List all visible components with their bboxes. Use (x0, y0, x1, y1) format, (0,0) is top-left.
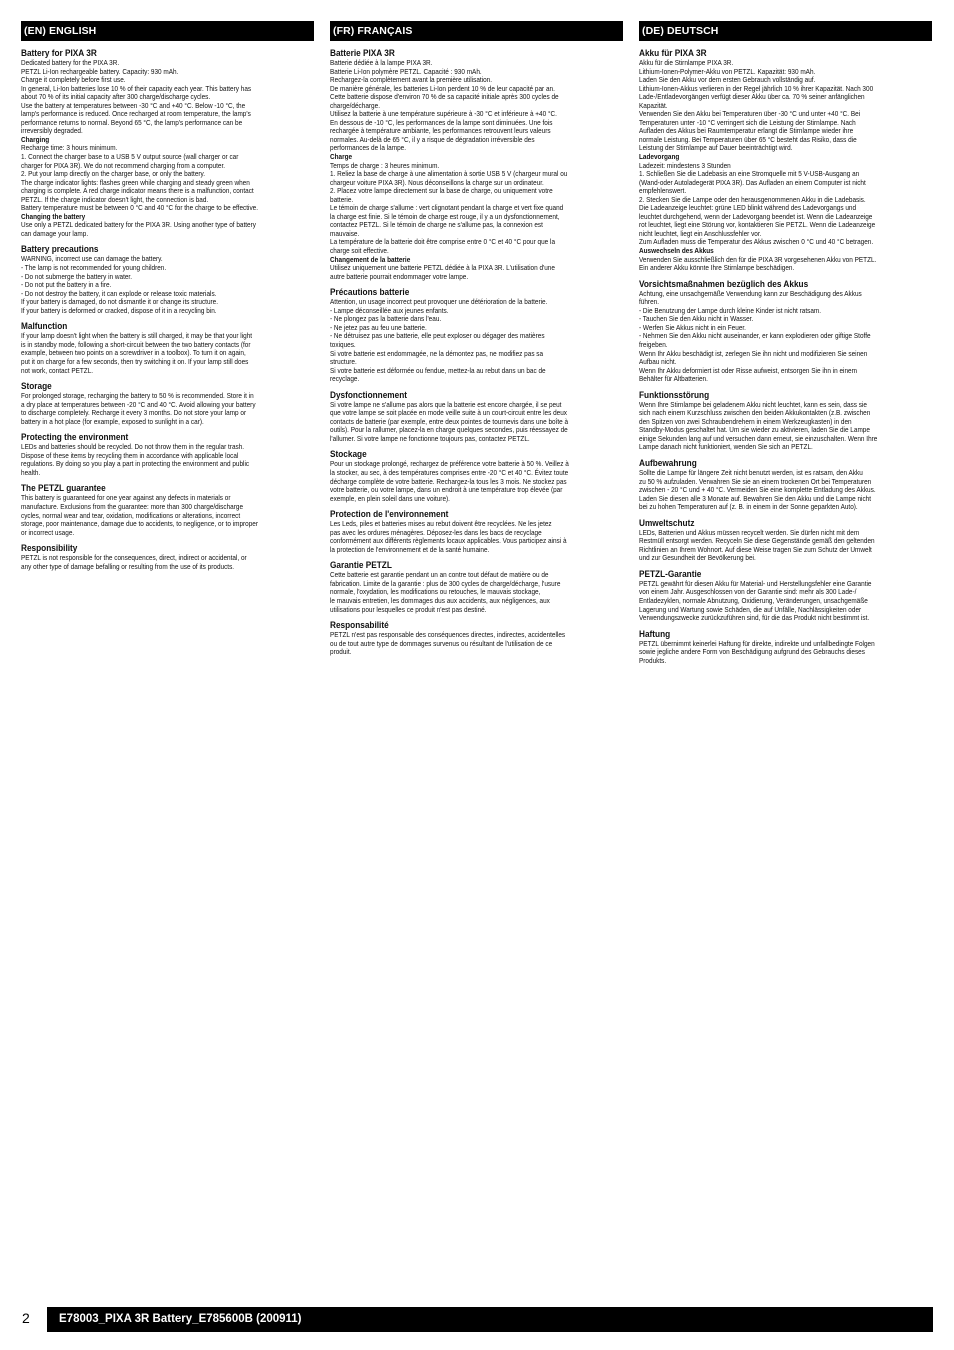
text-line: - Do not put the battery in a fire. (21, 280, 112, 290)
text-line: 2. Placez votre lampe directement sur la base de charge, ou uniquement votre (330, 186, 553, 196)
section-body (21, 332, 314, 375)
text-line: Zum Aufladen muss die Temperatur des Akkus zwischen 0 °C und 40 °C betragen. (639, 237, 874, 247)
text-line: mauvaise. (330, 228, 360, 238)
text-line: Laden Sie den Akku vor dem ersten Gebrauch vollständig auf. (639, 75, 816, 85)
text-line: Verwenden Sie den Akku bei Temperaturen über -30 °C und unter +40 °C. Bei (639, 109, 861, 119)
text-line: Richtlinien an Ihrem Wohnort. Auf diese Weise tragen Sie zum Schutz der Umwelt (639, 544, 872, 554)
text-line: Charge it completely before first use. (21, 75, 126, 85)
section-title: Vorsichtsmaßnahmen bezüglich des Akkus (639, 277, 809, 289)
text-line: Ein anderer Akku könnte Ihre Stirnlampe beschädigen. (639, 263, 795, 273)
text-line: Si votre lampe ne s'allume pas alors que la batterie est encore chargée, il se peut (330, 399, 562, 409)
text-line: décharge complète de votre batterie. Rechargez-la tous les 3 mois. Ne stockez pas (330, 476, 567, 486)
section-title: Battery precautions (21, 243, 99, 255)
section (639, 389, 932, 452)
text-line: Entladezyklen, normale Abnutzung, Oxidierung, Veränderungen, unsachgemäße (639, 595, 868, 605)
text-line: den Spitzen von zwei Schraubendrehern in einem Werkzeugkasten) in den (639, 416, 852, 426)
section-body (330, 520, 623, 554)
text-line: Utilisez uniquement une batterie PETZL dédiée à la PIXA 3R. L'utilisation d'une (330, 263, 555, 273)
section (330, 508, 623, 554)
text-line: von einem Jahr. Ausgeschlossen von der Garantie sind: mehr als 300 Lade-/ (639, 587, 857, 597)
text-line: bei zu hohen Temperaturen auf (z. B. in einem in der Sonne geparkten Auto). (639, 502, 858, 512)
section-title: Battery for PIXA 3R (21, 47, 97, 58)
text-line: contactez PETZL. Si le témoin de charge ne s'allume pas, la connexion est (330, 220, 543, 230)
text-line: about 70 % of its initial capacity after 300 charge/discharge cycles. (21, 92, 211, 102)
text-line: contacts de batterie (par exemple, entre deux pointes de tournevis dans une boîte à (330, 416, 569, 426)
subsection-title: Changing the battery (21, 211, 86, 221)
section-title: Protecting the environment (21, 431, 129, 443)
section (21, 320, 314, 375)
text-line: performance returns to normal. Beyond 65 °C, the lamp's performance can be (21, 117, 243, 127)
text-line: Wenn Ihr Akku beschädigt ist, zerlegen Sie ihn nicht und modifizieren Sie seinen (639, 348, 868, 358)
section (639, 628, 932, 666)
section (639, 457, 932, 512)
text-line: Lithium-Ionen-Akkus verlieren in der Regel jährlich 10 % ihrer Kapazität. Nach 300 (639, 83, 874, 93)
text-line: not work, contact PETZL. (21, 365, 94, 375)
section (639, 47, 932, 273)
text-line: rechargée à température ambiante, les performances retrouvent leurs valeurs (330, 126, 551, 136)
section-body (639, 529, 932, 563)
text-line: sich nach einem Kurzschluss zwischen den beiden Akkukontakten (z.B. zwischen (639, 408, 871, 418)
text-line: la charge est finie. Si le témoin de charge est rouge, il y a un dysfonctionnement, (330, 211, 560, 221)
text-line: Die Ladeanzeige leuchtet: grüne LED blinkt während des Ladevorgangs und (639, 203, 857, 213)
section (639, 278, 932, 384)
section-body (330, 401, 623, 444)
text-line: charger for PIXA 3R). We do not recommend charging from a computer. (21, 160, 226, 170)
text-line: Utilisez la batterie à une température supérieure à -30 °C et inférieure à +40 °C. (330, 109, 557, 119)
text-line: - Lampe déconseillée aux jeunes enfants. (330, 305, 449, 315)
section (639, 517, 932, 563)
text-line: to discharge completely. Recharge it every 3 months. Do not store your lamp or (21, 408, 247, 418)
text-line: - Ne jetez pas au feu une batterie. (330, 322, 427, 332)
text-line: Battery temperature must be between 0 °C and 40 °C for the charge to be effective. (21, 203, 259, 213)
section (330, 448, 623, 503)
section-title: Dysfonctionnement (330, 388, 408, 400)
text-line: empfehlenswert. (639, 186, 687, 196)
text-line: En dessous de -10 °C, les performances de la lampe sont diminuées. Une fois (330, 117, 553, 127)
section-body (21, 494, 314, 537)
text-line: structure. (330, 357, 357, 367)
text-line: - Ne détruisez pas une batterie, elle peut exploser ou dégager des matières (330, 331, 545, 341)
text-line: LEDs and batteries should be recycled. Do not throw them in the regular trash. (21, 442, 245, 452)
column-french (330, 21, 623, 660)
text-line: votre batterie, ou votre lampe, dans un endroit à une température trop élevée (par (330, 485, 563, 495)
text-line: einige Sekunden lang auf und versuchen dann erneut, sie einzuschalten. Wenn Ihre (639, 433, 878, 443)
subsection-title: Charging (21, 134, 50, 144)
document-reference: E78003_PIXA 3R Battery_E785600B (200911) (59, 1313, 302, 1325)
section (330, 619, 623, 657)
text-line: Kapazität. (639, 100, 668, 110)
text-line: charging is complete. A red charge indicator means there is a malfunction, contact (21, 186, 254, 196)
text-line: any other type of damage befalling or resulting from the use of its products. (21, 561, 235, 571)
text-line: toxiques. (330, 339, 356, 349)
text-line: 1. Reliez la base de charge à une alimentation à sortie USB 5 V (chargeur mural ou (330, 169, 568, 179)
text-line: produit. (330, 647, 352, 657)
section-title: Funktionsstörung (639, 388, 710, 400)
text-line: Si votre batterie est endommagée, ne la démontez pas, ne modifiez pas sa (330, 348, 544, 358)
text-line: 2. Stecken Sie die Lampe oder den herausgenommenen Akku in die Ladebasis. (639, 194, 866, 204)
text-line: Standby-Modus geschaltet hat. Um sie wieder zu aktivieren, laden Sie die Lampe (639, 425, 870, 435)
section (330, 47, 623, 281)
section-body (330, 571, 623, 614)
text-line: storage, poor maintenance, damage due to accidents, to negligence, or to improper (21, 519, 259, 529)
section-body (639, 580, 932, 623)
text-line: Produkts. (639, 655, 667, 665)
text-line: ou de tout autre type de dommages survenus ou résultant de l'utilisation de ce (330, 638, 553, 648)
section (21, 47, 314, 238)
section-title: The PETZL guarantee (21, 482, 106, 494)
text-line: Verwenden Sie ausschließlich den für die PIXA 3R vorgesehenen Akku von PETZL. (639, 254, 877, 264)
text-line: put it on charge for a few seconds, then try switching it on. If your lamp still does (21, 356, 249, 366)
text-line: Restmüll entsorgt werden. Recyceln Sie diese Gegenstände gemäß den geltenden (639, 536, 875, 546)
text-line: WARNING, incorrect use can damage the battery. (21, 254, 163, 264)
subsection-title: Ladevorgang (639, 152, 680, 162)
column-german (639, 21, 932, 668)
text-line: fabrication. Limite de la garantie : plus de 300 cycles de charge/décharge, l'usure (330, 578, 561, 588)
section-title: Responsibility (21, 542, 78, 554)
text-line: PETZL. If the charge indicator doesn't light, the connection is bad. (21, 194, 209, 204)
text-line: - Do not submerge the battery in water. (21, 271, 133, 281)
text-line: a dry place at temperatures between -20 °C and 40 °C. Avoid allowing your battery (21, 399, 256, 409)
text-line: Batterie Li-Ion polymère PETZL. Capacité : 930 mAh. (330, 66, 482, 76)
text-line: Le témoin de charge s'allume : vert clignotant pendant la charge et vert fixe quand (330, 203, 564, 213)
text-line: le mauvais entretien, les dommages dus aux accidents, aux négligences, aux (330, 595, 550, 605)
text-line: - Ne plongez pas la batterie dans l'eau. (330, 314, 442, 324)
column-header: (FR) FRANÇAIS (330, 21, 623, 41)
section-title: Protection de l'environnement (330, 508, 449, 520)
text-line: la stocker, au sec, à des températures comprises entre -20 °C et 40 °C. Évitez toute (330, 467, 569, 477)
section-body (639, 401, 932, 452)
text-line: PETZL gewährt für diesen Akku für Material- und Herstellungsfehler eine Garantie (639, 578, 872, 588)
text-line: leuchtet durchgehend, wenn der Ladevorgang beendet ist. Wenn die Ladeanzeige (639, 211, 873, 221)
section-title: Haftung (639, 627, 671, 639)
text-line: - Werfen Sie Akkus nicht in ein Feuer. (639, 322, 746, 332)
text-line: exemple, en plein soleil dans une voiture). (330, 493, 450, 503)
text-line: la protection de l'environnement et de la santé humaine. (330, 544, 490, 554)
text-line: Attention, un usage incorrect peut provoquer une détérioration de la batterie. (330, 297, 548, 307)
text-line: Wenn Ihre Stirnlampe bei geladenem Akku nicht leuchtet, kann es sein, dass sie (639, 399, 867, 409)
text-line: chargeur voiture PIXA 3R). Nous déconseillons la charge sur un ordinateur. (330, 177, 544, 187)
text-line: PETZL übernimmt keinerlei Haftung für direkte, indirekte und unfallbedingte Folgen (639, 638, 875, 648)
text-line: zu 50 % aufzuladen. Verwahren Sie sie an einem trockenen Ort bei Temperaturen (639, 476, 872, 486)
text-line: utilisations pour lesquelles ce produit n'est pas destiné. (330, 604, 487, 614)
text-line: Use only a PETZL dedicated battery for the PIXA 3R. Using another type of battery (21, 220, 256, 230)
text-line: Recharge time: 3 hours minimum. (21, 143, 118, 153)
section-title: Stockage (330, 448, 367, 460)
section (21, 431, 314, 477)
text-line: charge/décharge. (330, 100, 380, 110)
text-line: Behälter für Altbatterien. (639, 374, 708, 384)
column-header: (DE) DEUTSCH (639, 21, 932, 41)
text-line: Les Leds, piles et batteries mises au rebut doivent être recyclées. Ne les jetez (330, 519, 552, 529)
text-line: outils). Pour la rallumer, placez-la en charge quelques secondes, puis réessayez de (330, 425, 568, 435)
text-line: que votre lampe se soit placée en mode veille suite à un court-circuit entre les deux (330, 408, 568, 418)
text-line: - Nehmen Sie den Akku nicht auseinander, er kann explodieren oder giftige Stoffe (639, 331, 871, 341)
text-line: - The lamp is not recommended for young children. (21, 263, 167, 273)
section (330, 286, 623, 383)
text-line: Si votre batterie est déformée ou fendue, mettez-la au rebut dans un bac de (330, 365, 546, 375)
text-line: Sollte die Lampe für längere Zeit nicht benutzt werden, ist es ratsam, den Akku (639, 467, 863, 477)
section-title: Storage (21, 380, 52, 392)
text-line: is in standby mode, following a short-circuit between the two battery contacts (for (21, 339, 251, 349)
text-line: Lithium-Ionen-Polymer-Akku von PETZL. Kapazität: 930 mAh. (639, 66, 816, 76)
text-line: PETZL Li-Ion rechargeable battery. Capacity: 930 mAh. (21, 66, 179, 76)
subsection-title: Auswechseln des Akkus (639, 246, 714, 256)
text-line: La température de la batterie doit être comprise entre 0 °C et 40 °C pour que la (330, 237, 556, 247)
column-english (21, 21, 314, 574)
page-number: 2 (22, 1310, 30, 1326)
text-line: The charge indicator lights: flashes green while charging and steady green when (21, 177, 250, 187)
text-line: Lade-/Entladevorgängen verfügt dieser Akku über ca. 70 % seiner anfänglichen (639, 92, 865, 102)
text-line: Cette batterie est garantie pendant un an contre tout défaut de matière ou de (330, 570, 549, 580)
text-line: Pour un stockage prolongé, rechargez de préférence votre batterie à 50 %. Veillez à (330, 459, 569, 469)
section-body (639, 640, 932, 666)
section (21, 482, 314, 537)
section-title: Akku für PIXA 3R (639, 47, 707, 58)
text-line: nicht leuchtet, liegt ein Anschlussfehler vor. (639, 228, 762, 238)
text-line: Dedicated battery for the PIXA 3R. (21, 58, 120, 67)
text-line: autre batterie pourrait endommager votre lampe. (330, 271, 469, 281)
text-line: batterie. (330, 194, 354, 204)
text-line: 2. Put your lamp directly on the charger base, or only the battery. (21, 169, 206, 179)
section-body (330, 59, 623, 281)
section-body (21, 443, 314, 477)
text-line: De manière générale, les batteries Li-Ion perdent 10 % de leur capacité par an. (330, 83, 555, 93)
text-line: normale Leistung. Bei Temperaturen über 65 °C besteht das Risiko, dass die (639, 134, 857, 144)
text-line: can damage your lamp. (21, 228, 89, 238)
text-line: normale, l'oxydation, les modifications ou retouches, le mauvais stockage, (330, 587, 541, 597)
text-line: If your battery is deformed or cracked, dispose of it in a recycling bin. (21, 305, 217, 315)
text-line: Leistung der Stirnlampe auf Dauer beeinträchtigt wird. (639, 143, 793, 153)
text-line: rot leuchtet, liegt eine Störung vor, kontaktieren Sie PETZL. Wenn die Ladeanzeige (639, 220, 876, 230)
section-title: Responsabilité (330, 619, 389, 631)
text-line: performances de la lampe. (330, 143, 407, 153)
text-line: freigeben. (639, 339, 668, 349)
text-line: (Wand-oder Autoladegerät PIXA 3R). Das Aufladen an einem Computer ist nicht (639, 177, 866, 187)
text-line: LEDs, Batterien und Akkus müssen recycelt werden. Sie dürfen nicht mit dem (639, 527, 860, 537)
text-line: Achtung, eine unsachgemäße Verwendung kann zur Beschädigung des Akkus (639, 288, 862, 298)
text-line: führen. (639, 297, 659, 307)
text-line: Lagerung und Wartung sowie Schäden, die auf Unfälle, Nachlässigkeiten oder (639, 604, 862, 614)
text-line: - Do not destroy the battery, it can explode or release toxic materials. (21, 288, 217, 298)
text-line: example, between two points on a screwdriver in a toolbox). To turn it on again, (21, 348, 246, 358)
text-line: Temperaturen unter -10 °C verringert sich die Leistung der Stirnlampe. Nach (639, 117, 856, 127)
text-line: battery in a hot place (for example, exposed to sunlight in a car). (21, 416, 204, 426)
text-line: Use the battery at temperatures between -30 °C and +40 °C. Below -10 °C, the (21, 100, 246, 110)
text-line: regulations. By doing so you play a part in protecting the environment and public (21, 459, 250, 469)
column-header: (EN) ENGLISH (21, 21, 314, 41)
text-line: normales. Au-delà de 65 °C, il y a risque de dégradation irréversible des (330, 134, 535, 144)
section-body (639, 290, 932, 384)
text-line: irreversibly degraded. (21, 126, 83, 136)
footer-bar (47, 1307, 933, 1332)
section-title: Garantie PETZL (330, 559, 392, 571)
text-line: PETZL is not responsible for the consequences, direct, indirect or accidental, or (21, 553, 247, 563)
text-line: sowie jegliche andere Form von Beschädigung aufgrund des Gebrauchs dieses (639, 647, 865, 657)
text-line: Wenn Ihr Akku deformiert ist oder Risse aufweist, entsorgen Sie ihn in einem (639, 365, 857, 375)
section-title: Malfunction (21, 320, 68, 332)
section-title: Précautions batterie (330, 286, 410, 298)
text-line: l'allumer. Si votre lampe ne fonctionne toujours pas, contactez PETZL. (330, 433, 530, 443)
text-line: charge soit effective. (330, 246, 389, 256)
text-line: Cette batterie dispose d'environ 70 % de sa capacité initiale après 300 cycles de (330, 92, 559, 102)
section-title: PETZL-Garantie (639, 567, 702, 579)
text-line: Temps de charge : 3 heures minimum. (330, 160, 440, 170)
section-title: Batterie PIXA 3R (330, 47, 395, 58)
text-line: lamp's performance is reduced. Once recharged at room temperature, the lamp's (21, 109, 251, 119)
text-line: Dispose of these items by recycling them in accordance with applicable local (21, 450, 239, 460)
section-body (21, 554, 314, 571)
section-body (21, 59, 314, 238)
section (21, 243, 314, 315)
text-line: PETZL n'est pas responsable des conséquences directes, indirectes, accidentelles (330, 630, 566, 640)
section-body (21, 392, 314, 426)
text-line: 1. Schließen Sie die Ladebasis an eine Stromquelle mit 5 V-USB-Ausgang an (639, 169, 860, 179)
section (639, 568, 932, 623)
section-body (21, 255, 314, 315)
text-line: - Die Benutzung der Lampe durch kleine Kinder ist nicht ratsam. (639, 305, 822, 315)
text-line: Lampe danach nicht funktioniert, wenden Sie sich an PETZL. (639, 442, 813, 452)
text-line: manufacture. Exclusions from the guarantee: more than 300 charge/discharge (21, 501, 244, 511)
text-line: Aufladen des Akkus bei Raumtemperatur erlangt die Stirnlampe wieder ihre (639, 126, 854, 136)
section-body (330, 631, 623, 657)
subsection-title: Changement de la batterie (330, 254, 411, 264)
text-line: - Tauchen Sie den Akku nicht in Wasser. (639, 314, 754, 324)
text-line: health. (21, 467, 41, 477)
section-title: Aufbewahrung (639, 456, 697, 468)
text-line: For prolonged storage, recharging the battery to 50 % is recommended. Store it in (21, 391, 254, 401)
section-body (330, 460, 623, 503)
text-line: Akku für die Stirnlampe PIXA 3R. (639, 58, 734, 67)
text-line: zwischen - 20 °C und + 40 °C. Vermeiden Sie eine komplette Entladung des Akkus. (639, 485, 876, 495)
text-line: This battery is guaranteed for one year against any defects in materials or (21, 493, 231, 503)
text-line: In general, Li-Ion batteries lose 10 % of their capacity each year. This battery has (21, 83, 252, 93)
text-line: or incorrect usage. (21, 527, 75, 537)
text-line: conformément aux différents règlements locaux applicables. Vous participez ainsi à (330, 536, 567, 546)
text-line: If your battery is damaged, do not dismantle it or change its structure. (21, 297, 219, 307)
section-title: Umweltschutz (639, 516, 695, 528)
text-line: Verwendungszwecke zurückzuführen sind, für die das Produkt nicht bestimmt ist. (639, 613, 870, 623)
text-line: Ladezeit: mindestens 3 Stunden (639, 160, 731, 170)
text-line: 1. Connect the charger base to a USB 5 V output source (wall charger or car (21, 152, 239, 162)
text-line: recyclage. (330, 374, 360, 384)
text-line: pas avec les ordures ménagères. Déposez-les dans les bacs de recyclage (330, 527, 542, 537)
section-body (330, 298, 623, 383)
section (21, 380, 314, 426)
text-line: Rechargez-la complètement avant la première utilisation. (330, 75, 493, 85)
text-line: Aufbau nicht. (639, 357, 677, 367)
section (330, 559, 623, 614)
section (330, 389, 623, 444)
text-line: Batterie dédiée à la lampe PIXA 3R. (330, 58, 433, 67)
text-line: Laden Sie diesen alle 3 Monate auf. Bewahren Sie den Akku und die Lampe nicht (639, 493, 872, 503)
section-body (639, 59, 932, 273)
section (21, 542, 314, 571)
text-line: und zur Gesundheit der Bevölkerung bei. (639, 553, 756, 563)
section-body (639, 469, 932, 512)
subsection-title: Charge (330, 152, 353, 162)
text-line: If your lamp doesn't light when the battery is still charged, it may be that your light (21, 331, 253, 341)
text-line: cycles, normal wear and tear, oxidation, modifications or alterations, incorrect (21, 510, 241, 520)
